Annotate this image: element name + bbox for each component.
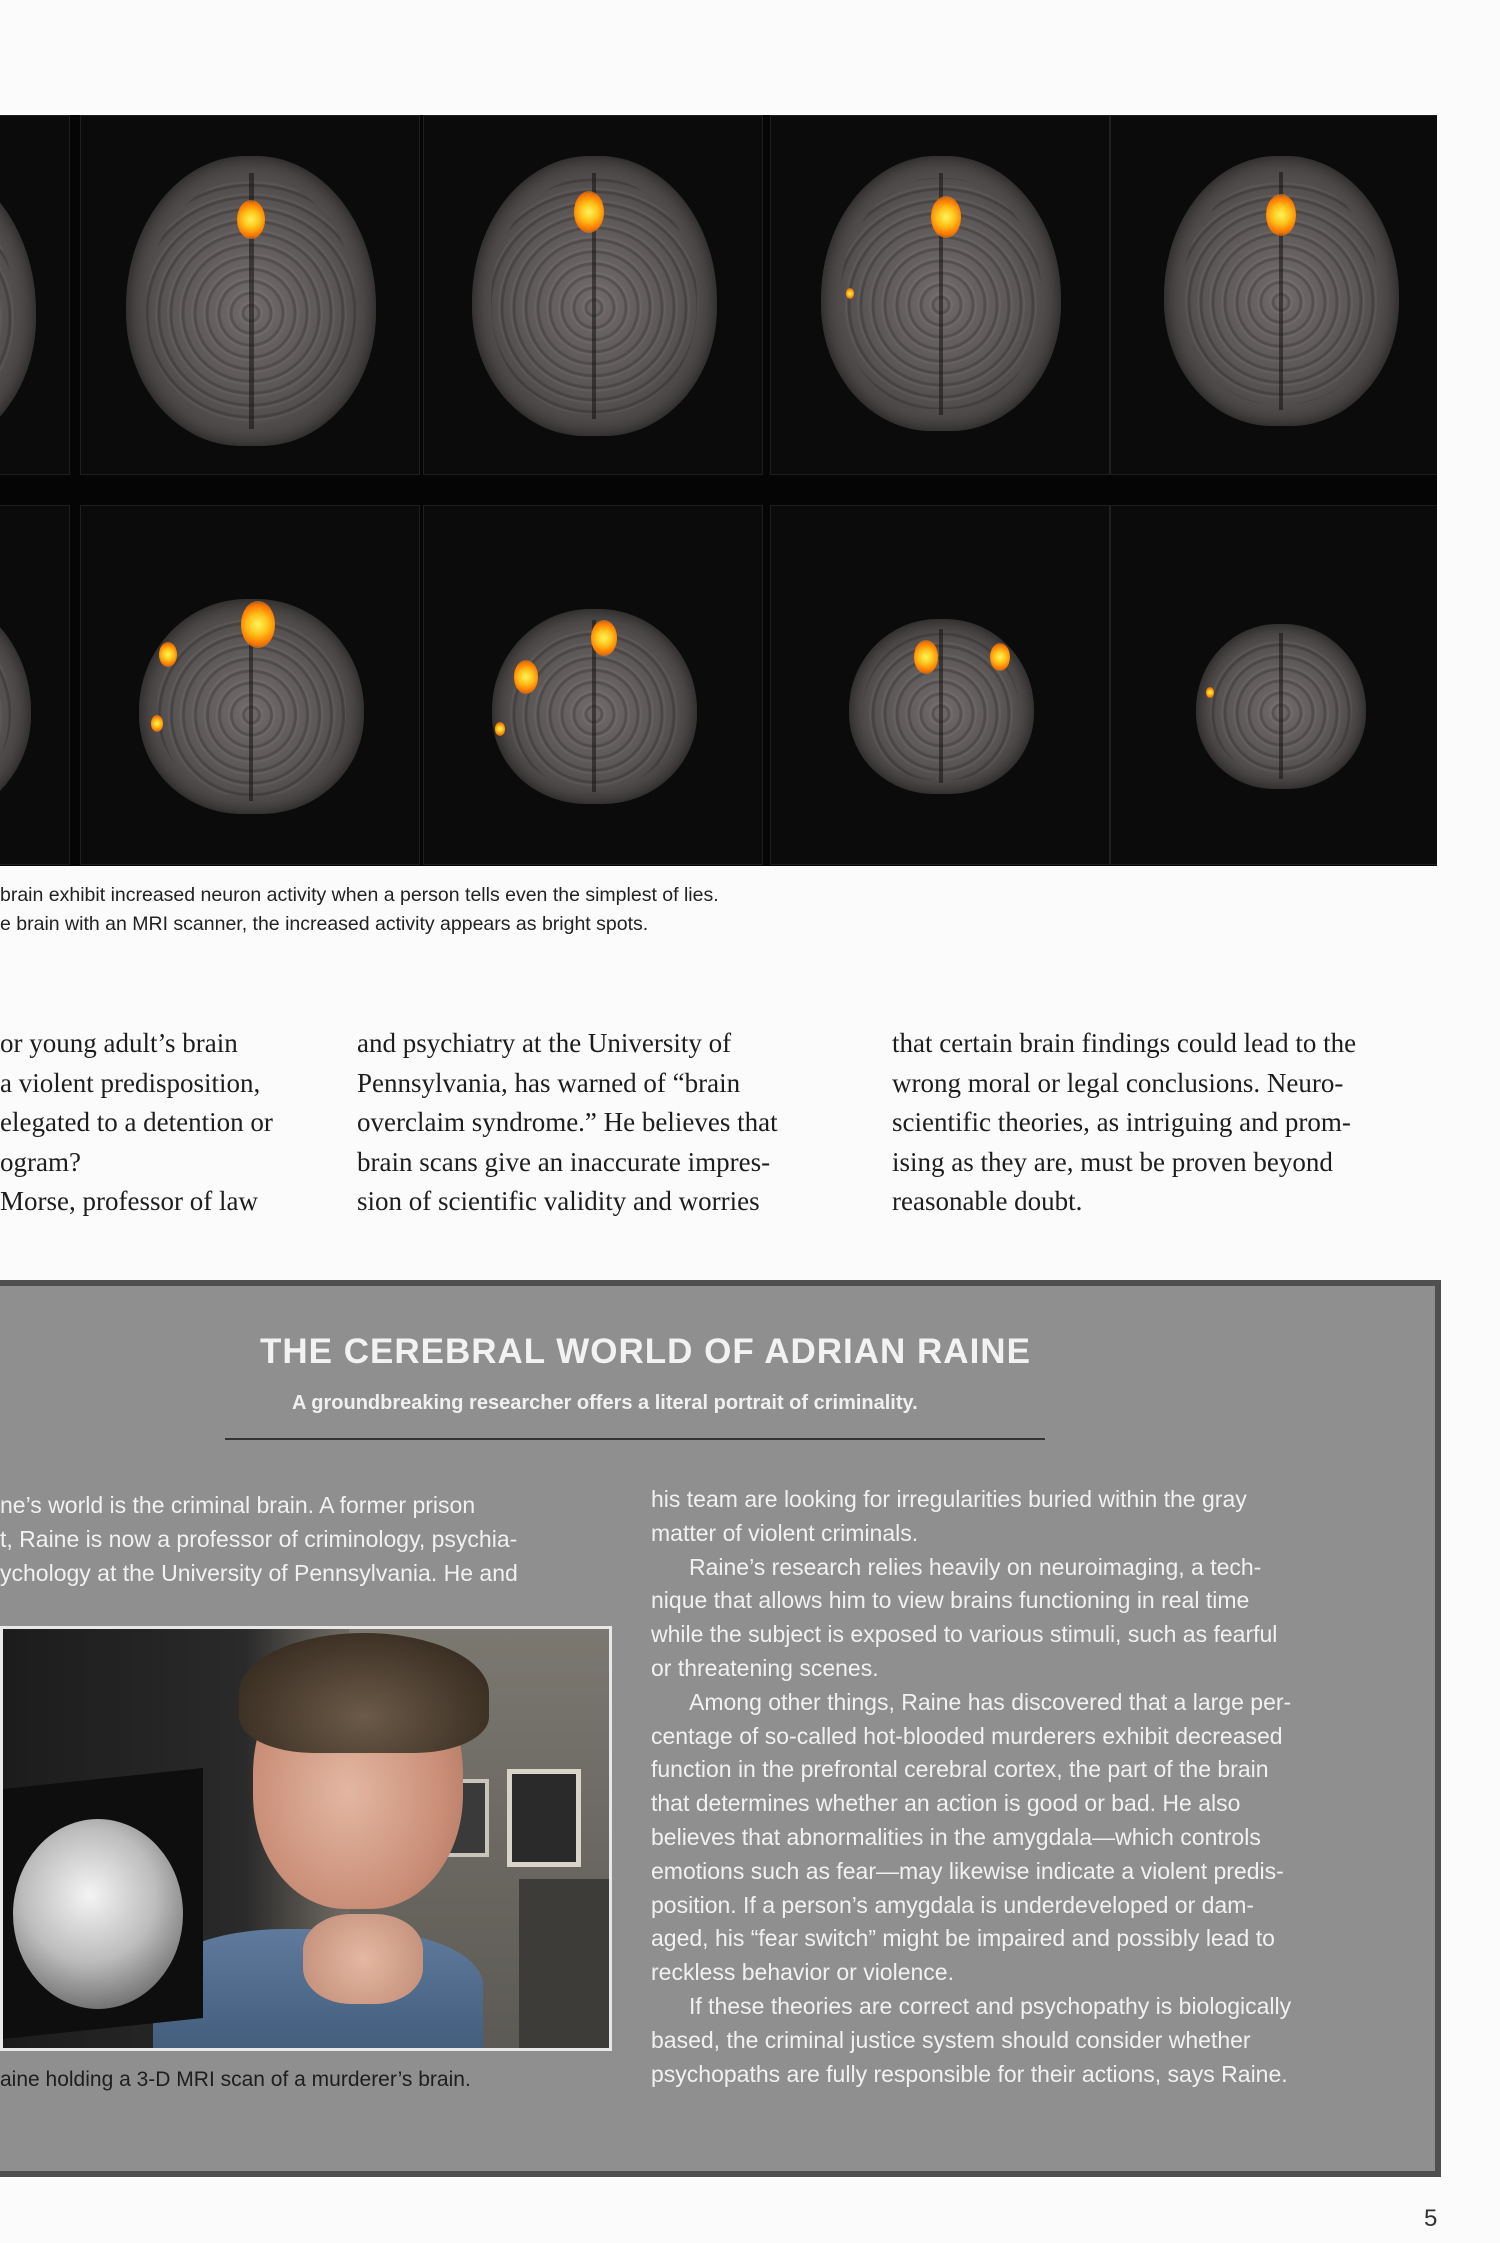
mri-slice (80, 505, 420, 865)
activation-spot (159, 642, 177, 667)
sidebar-divider (225, 1438, 1045, 1440)
article-line: and psychiatry at the University of (357, 1028, 732, 1058)
sidebar-line: that determines whether an action is good or bad. He also (651, 1790, 1241, 1817)
article-line: or young adult’s brain (0, 1028, 238, 1058)
figure-caption-line-2: e brain with an MRI scanner, the increased activity appears as bright spots. (0, 913, 649, 935)
sidebar-line: while the subject is exposed to various stimuli, such as fearful (651, 1621, 1278, 1648)
sidebar-title: THE CEREBRAL WORLD OF ADRIAN RAINE (260, 1332, 1031, 1371)
brain-slice-image (849, 619, 1034, 794)
article-line: wrong moral or legal conclusions. Neuro- (892, 1067, 1344, 1098)
article-line: brain scans give an inaccurate impres- (357, 1146, 771, 1177)
sidebar-subtitle: A groundbreaking researcher offers a literal portrait of criminality. (292, 1392, 918, 1414)
activation-spot (514, 660, 538, 694)
article-column-1 (0, 1024, 273, 1222)
article-line: ising as they are, must be proven beyond (892, 1146, 1333, 1177)
mri-slice (0, 505, 70, 865)
mri-slice (80, 115, 420, 475)
picture-frame (507, 1769, 581, 1867)
brain-slice-image (139, 599, 364, 814)
sidebar-line: function in the prefrontal cerebral cortex, the part of the brain (651, 1756, 1269, 1783)
activation-spot (1206, 687, 1214, 698)
sidebar-line: psychopaths are fully responsible for their actions, says Raine. (651, 2060, 1288, 2087)
page-number: 5 (1424, 2205, 1438, 2232)
sidebar-line: ne’s world is the criminal brain. A former prison (0, 1492, 476, 1518)
sidebar-line: ychology at the University of Pennsylvania. He and (0, 1559, 518, 1586)
article-line: elegated to a detention or (0, 1107, 273, 1137)
sidebar-line: based, the criminal justice system should consider whether (651, 2026, 1251, 2053)
brain-slice-image (1164, 156, 1399, 426)
file-cabinet (519, 1879, 609, 2051)
activation-spot (591, 620, 617, 656)
sidebar-line: believes that abnormalities in the amygdala—which controls (651, 1823, 1261, 1850)
sidebar-line: t, Raine is now a professor of criminology, psychia- (0, 1525, 518, 1552)
mri-slice (423, 505, 763, 865)
activation-spot (846, 288, 854, 299)
brain-slice-image (0, 586, 31, 826)
brain-slice-image (821, 156, 1061, 431)
sidebar-right-text (651, 1483, 1291, 2091)
sidebar-line: position. If a person’s amygdala is underdeveloped or dam- (651, 1891, 1255, 1918)
brain-slice-image (126, 156, 376, 446)
sidebar-line: matter of violent criminals. (651, 1519, 919, 1546)
activation-spot (914, 640, 938, 674)
brain-slice-image (472, 156, 717, 436)
mri-slice (1110, 115, 1437, 475)
article-line: scientific theories, as intriguing and prom- (892, 1107, 1351, 1137)
article-line: Pennsylvania, has warned of “brain (357, 1067, 741, 1098)
brain-slice-image (0, 156, 36, 456)
sidebar-line: his team are looking for irregularities buried within the gray (651, 1486, 1247, 1512)
activation-spot (495, 722, 505, 736)
article-line: Morse, professor of law (0, 1186, 258, 1216)
sidebar-left-text (0, 1489, 518, 1590)
activation-spot (931, 196, 961, 238)
activation-spot (574, 191, 604, 233)
article-column-2 (357, 1024, 778, 1222)
mri-slice (1110, 505, 1437, 865)
mri-slice (770, 505, 1110, 865)
photo-caption: aine holding a 3-D MRI scan of a murderer’s brain. (0, 2068, 471, 2091)
brain-slice-image (1196, 624, 1366, 789)
sidebar-line: emotions such as fear—may likewise indicate a violent predis- (651, 1857, 1284, 1884)
hand (303, 1914, 423, 2004)
mri-slice (770, 115, 1110, 475)
3d-brain-image (13, 1819, 183, 2009)
article-line: overclaim syndrome.” He believes that (357, 1107, 778, 1137)
sidebar-line: reckless behavior or violence. (651, 1959, 954, 1986)
sidebar-line: If these theories are correct and psychopathy is biologically (689, 1992, 1292, 2019)
activation-spot (151, 715, 163, 732)
sidebar-line: centage of so-called hot-blooded murderers exhibit decreased (651, 1722, 1283, 1749)
sidebar-line: aged, his “fear switch” might be impaired and possibly lead to (651, 1925, 1275, 1952)
mri-scan-figure (0, 115, 1437, 866)
article-line: ogram? (0, 1146, 81, 1177)
figure-caption-line-1: brain exhibit increased neuron activity when a person tells even the simplest of lies. (0, 884, 719, 906)
article-line: that certain brain findings could lead to the (892, 1028, 1357, 1058)
hair (239, 1633, 489, 1753)
raine-photo (0, 1626, 612, 2051)
article-line: reasonable doubt. (892, 1186, 1083, 1216)
article-line: a violent predisposition, (0, 1067, 261, 1098)
mri-slice (423, 115, 763, 475)
activation-spot (990, 643, 1010, 671)
brain-slice-image (492, 609, 697, 804)
sidebar-line: or threatening scenes. (651, 1654, 879, 1681)
sidebar-box (0, 1280, 1441, 2177)
activation-spot (241, 601, 275, 649)
mri-slice (0, 115, 70, 475)
article-line: sion of scientific validity and worries (357, 1186, 760, 1216)
article-column-3 (892, 1024, 1356, 1222)
sidebar-line: Among other things, Raine has discovered that a large per- (689, 1688, 1292, 1715)
sidebar-line: nique that allows him to view brains functioning in real time (651, 1587, 1250, 1614)
sidebar-line: Raine’s research relies heavily on neuroimaging, a tech- (689, 1553, 1262, 1580)
